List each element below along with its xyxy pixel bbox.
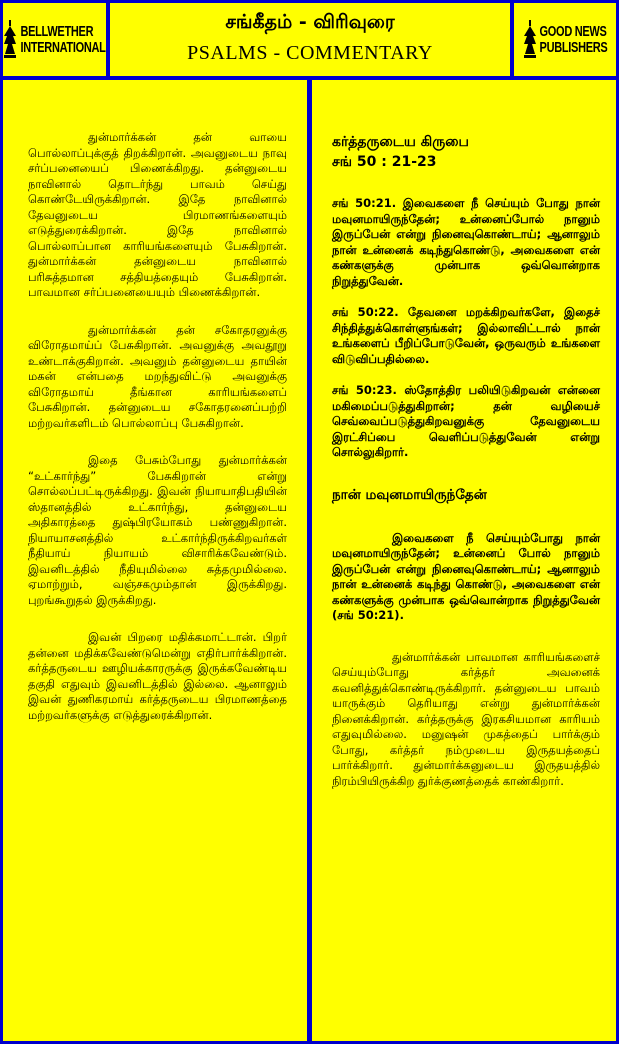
bellwether-logo-line2: INTERNATIONAL bbox=[20, 39, 106, 56]
quoted-verse: இவைகளை நீ செய்யும்போது நான் மவுனமாயிருந்தேன்; உன்னைப் போல் நானும் இருப்பேன் என்று நினைவுகொண்டாய்; ஆனாலும் நான் உன்னைக் கடிந்து கொண்டு, அவைகளை என் கண்களுக்கு முன்பாக ஒவ்வொன்றாக நிறுத்துவேன் (சங் 50:21). bbox=[332, 530, 600, 622]
verse-23: சங் 50:23. ஸ்தோத்திர பலியிடுகிறவன் என்னை மகிமைப்படுத்துகிறான்; தன் வழியைச் செவ்வைப்படுத்துகிறவனுக்கு தேவனுடைய இரட்சிப்பை வெளிப்படுத்துவேன் என்று சொல்லுகிறார். bbox=[332, 383, 600, 459]
verse-21: சங் 50:21. இவைகளை நீ செய்யும் போது நான் மவுனமாயிருந்தேன்; உன்னைப்போல் நானும் இருப்பேன் என்று நினைவுகொண்டாய்; ஆனாலும் நான் உன்னைக் கடிந்துகொண்டு, அவைகளை என் கண்களுக்கு முன்பாக ஒவ்வொன்றாக நிறுத்துவேன். bbox=[332, 196, 600, 288]
left-logo-box bbox=[3, 3, 106, 76]
left-paragraph-4: இவன் பிறரை மதிக்கமாட்டான். பிறர் தன்னை மதிக்கவேண்டுமென்று எதிர்பார்க்கிறான். கர்த்தருடைய ஊழியக்காரருக்கு இருக்கவேண்டிய தகுதி எதுவும் இவனிடத்தில் இல்லை. ஆனாலும் இவன் துணிகரமாய் கர்த்தருடைய பிரமாணத்தை மற்றவர்களுக்கு எடுத்துரைக்கிறான். bbox=[28, 630, 287, 722]
page-title-english: PSALMS - COMMENTARY bbox=[187, 42, 433, 64]
bellwether-logo-line1: BELLWETHER bbox=[20, 23, 94, 40]
good-news-logo-icon bbox=[523, 20, 537, 60]
right-paragraph: துன்மார்க்கன் பாவமான காரியங்களைச் செய்யும்போது கர்த்தர் அவனைக் கவனித்துக்கொண்டிருக்கிறார். தன்னுடைய பாவம் யாருக்கும் தெரியாது என்று துன்மார்க்கன் நினைக்கிறான். கர்த்தருக்கு இரகசியமான காரியம் எதுவுமில்லை. மனுஷன் முகத்தைப் பார்க்கும் போது, கர்த்தர் நம்முடைய இருதயத்தைப் பார்க்கிறார். துன்மார்க்கனுடைய இருதயத்தில் நிரம்பியிருக்கிற துர்க்குணத்தைக் காண்கிறார். bbox=[332, 649, 600, 788]
page-title-tamil: சங்கீதம் - விரிவுரை bbox=[225, 11, 395, 33]
section-heading: கர்த்தருடைய கிருபை bbox=[332, 134, 469, 150]
good-news-logo-line2: PUBLISHERS bbox=[539, 39, 608, 56]
left-paragraph-3: இதை பேசும்போது துன்மார்க்கன் “உட்கார்ந்து” பேசுகிறான் என்று சொல்லப்பட்டிருக்கிறது. இவன் நியாயாதிபதியின் ஸ்தானத்தில் உட்கார்ந்து, தன்னுடைய அதிகாரத்தை துஷ்பிரயோகம் பண்ணுகிறான். நியாயாசனத்தில் உட்கார்ந்திருக்கிறவர்கள் நீதியாய் நியாயம் விசாரிக்கவேண்டும். இவனிடத்தில் நீதியுமில்லை சுத்தமுமில்லை. ஏமாற்றும், வஞ்சகமும்தான் இருக்கிறது. புறங்கூறுதல் இருக்கிறது. bbox=[28, 453, 287, 607]
bellwether-logo-text bbox=[20, 23, 105, 55]
left-column bbox=[3, 80, 307, 1041]
bellwether-logo-icon bbox=[3, 20, 17, 60]
left-paragraph-2: துன்மார்க்கன் தன் சகோதரனுக்கு விரோதமாய்ப் பேசுகிறான். அவனுக்கு அவதூறு உண்டாக்குகிறான். அவனும் தன்னுடைய தாயின் மகன் என்பதை மறந்துவிட்டு அவனுக்கு விரோதமாய் தீங்கான காரியங்களைப் பேசுகிறான். தன்னுடைய சகோதரனைப்பற்றி மற்றவர்களிடம் பொல்லாப்பு பேசுகிறான். bbox=[28, 322, 287, 430]
right-logo-box bbox=[514, 3, 616, 76]
left-paragraph-1: துன்மார்க்கன் தன் வாயை பொல்லாப்புக்குத் திறக்கிறான். அவனுடைய நாவு சர்ப்பனையைப் பிணைக்கிறது. தன்னுடைய நாவினால் தொடர்ந்து பாவம் செய்து கொண்டேயிருக்கிறான். இதே நாவினால் தேவனுடைய பிரமாணங்களையும் எடுத்துரைக்கிறான். இதே நாவினால் பொல்லாப்பான காரியங்களையும் பேசுகிறான். துன்மார்க்கன் தன்னுடைய நாவினால் பரிசுத்தமான சத்தியத்தையும் பேசுகிறான். பாவமான சர்ப்பனையையும் பிணைக்கிறான். bbox=[28, 130, 287, 299]
good-news-logo-text bbox=[540, 23, 608, 55]
verse-22: சங் 50:22. தேவனை மறக்கிறவர்களே, இதைச் சிந்தித்துக்கொள்ளுங்கள்; இல்லாவிட்டால் நான் உங்களைப் பீறிப்போடுவேன், ஒருவரும் உங்களை விடுவிப்பதில்லை. bbox=[332, 305, 600, 366]
header-title-box bbox=[110, 3, 510, 76]
good-news-logo-line1: GOOD NEWS bbox=[539, 23, 607, 40]
right-column bbox=[312, 80, 616, 1041]
section-reference: சங் 50 : 21-23 bbox=[332, 154, 437, 170]
sub-heading: நான் மவுனமாயிருந்தேன் bbox=[332, 486, 487, 503]
